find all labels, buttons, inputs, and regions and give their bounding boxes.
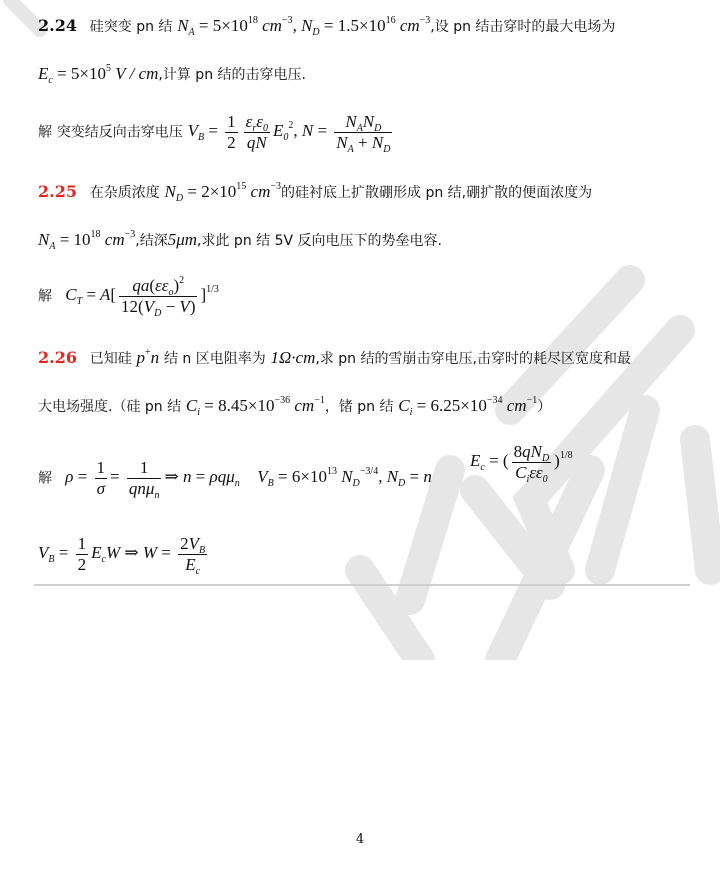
resistivity: 1Ω·cm: [270, 348, 316, 367]
problem-2-25-line-1: [38, 182, 592, 203]
problem-2-24-line-2: [38, 64, 306, 85]
formula-vb-nd: $V_B = 6\times 10^{13}$ $N_D^{-3/4}$, $N_D = n$: [244, 466, 432, 490]
formula-ct: $C_T = A$[ $\frac{qa(\varepsilon\varepsilon_o)^2}{12(V_D - V)}$ ]$^{1/3}$: [56, 275, 219, 319]
formula-rho: ρ = $\frac{1}{\sigma}$ = $\frac{1}{qn\mu_n}$ ⇒ n = ρqμ$_n$: [56, 458, 240, 501]
solution-label: 解: [38, 288, 52, 305]
critical-field: $E_c = 5\times 10^5$ V / cm: [38, 63, 159, 86]
solution-text: 突变结反向击穿电压: [56, 124, 183, 141]
solution-label: 解: [38, 470, 52, 487]
problem-2-24-line-1: [38, 16, 615, 37]
solution-2-24: [38, 112, 395, 158]
si-ci: $C_i = 8.45\times 10^{-36}$ $cm^{-1}$: [185, 395, 325, 418]
divider: [34, 584, 690, 586]
problem-text: ,结深: [135, 233, 168, 249]
solution-label: 解: [38, 124, 52, 141]
problem-2-26-line-1: [38, 348, 631, 369]
problem-question: ,求此 pn 结 5V 反向电压下的势垒电容.: [197, 233, 442, 249]
formula-ec: $E_c$ = ( $\frac{8qN_D}{C_i\varepsilon\varepsilon_0}$ )$^{1/8}$: [470, 442, 573, 485]
solution-2-26: [38, 458, 432, 506]
formula-vb: $V_B$ = $\frac{1}{2}$ $\frac{\varepsilon_r\varepsilon_0}{qN}$ $E_0^2$, N = $\frac{N_AN_D}{N_A + N_D}$: [187, 112, 391, 155]
problem-text: 的硅衬底上扩散硼形成 pn 结,硼扩散的便面浓度为: [281, 185, 593, 201]
page-number: 4: [355, 832, 365, 847]
junction-depth: 5μm: [167, 230, 198, 249]
problem-text: 硅突变 pn 结: [89, 19, 173, 35]
problem-text: 在杂质浓度: [89, 185, 160, 201]
problem-question: ,求 pn 结的雪崩击穿电压,击穿时的耗尽区宽度和最: [315, 351, 631, 367]
problem-text: 结 n 区电阻率为: [163, 351, 266, 367]
problem-number: 2.26: [38, 348, 77, 367]
problem-text: ，锗 pn 结: [324, 399, 394, 415]
problem-text: 已知硅: [89, 351, 132, 367]
problem-question: ,计算 pn 结的击穿电压.: [158, 67, 306, 83]
given-nd: $N_D = 2\times 10^{15}$ $cm^{-3}$: [164, 181, 282, 204]
solution-2-25: [38, 276, 219, 322]
problem-2-26-line-2: [38, 396, 551, 417]
problem-text: ,设 pn 结击穿时的最大电场为: [430, 19, 616, 35]
problem-text: 大电场强度.（硅 pn 结: [38, 399, 182, 415]
problem-text: ）: [537, 399, 552, 415]
junction-type: p+n: [136, 347, 160, 367]
problem-2-25-line-2: [38, 230, 442, 251]
ge-ci: $C_i = 6.25\times 10^{-34}$ $cm^{-1}$: [398, 395, 538, 418]
given-na: $N_A = 10^{18}$ $cm^{-3}$: [38, 229, 136, 252]
problem-number: 2.24: [38, 16, 77, 35]
formula-w: $V_B$ = $\frac{1}{2}$ $E_cW$ ⇒ W = $\frac{2V_B}{E_c}$: [38, 534, 206, 577]
problem-number: 2.25: [38, 182, 77, 201]
given-concentrations: $N_A = 5\times 10^{18}$ $cm^{-3}$, $N_D = 1.5\times 10^{16}$ $cm^{-3}$: [177, 15, 431, 38]
